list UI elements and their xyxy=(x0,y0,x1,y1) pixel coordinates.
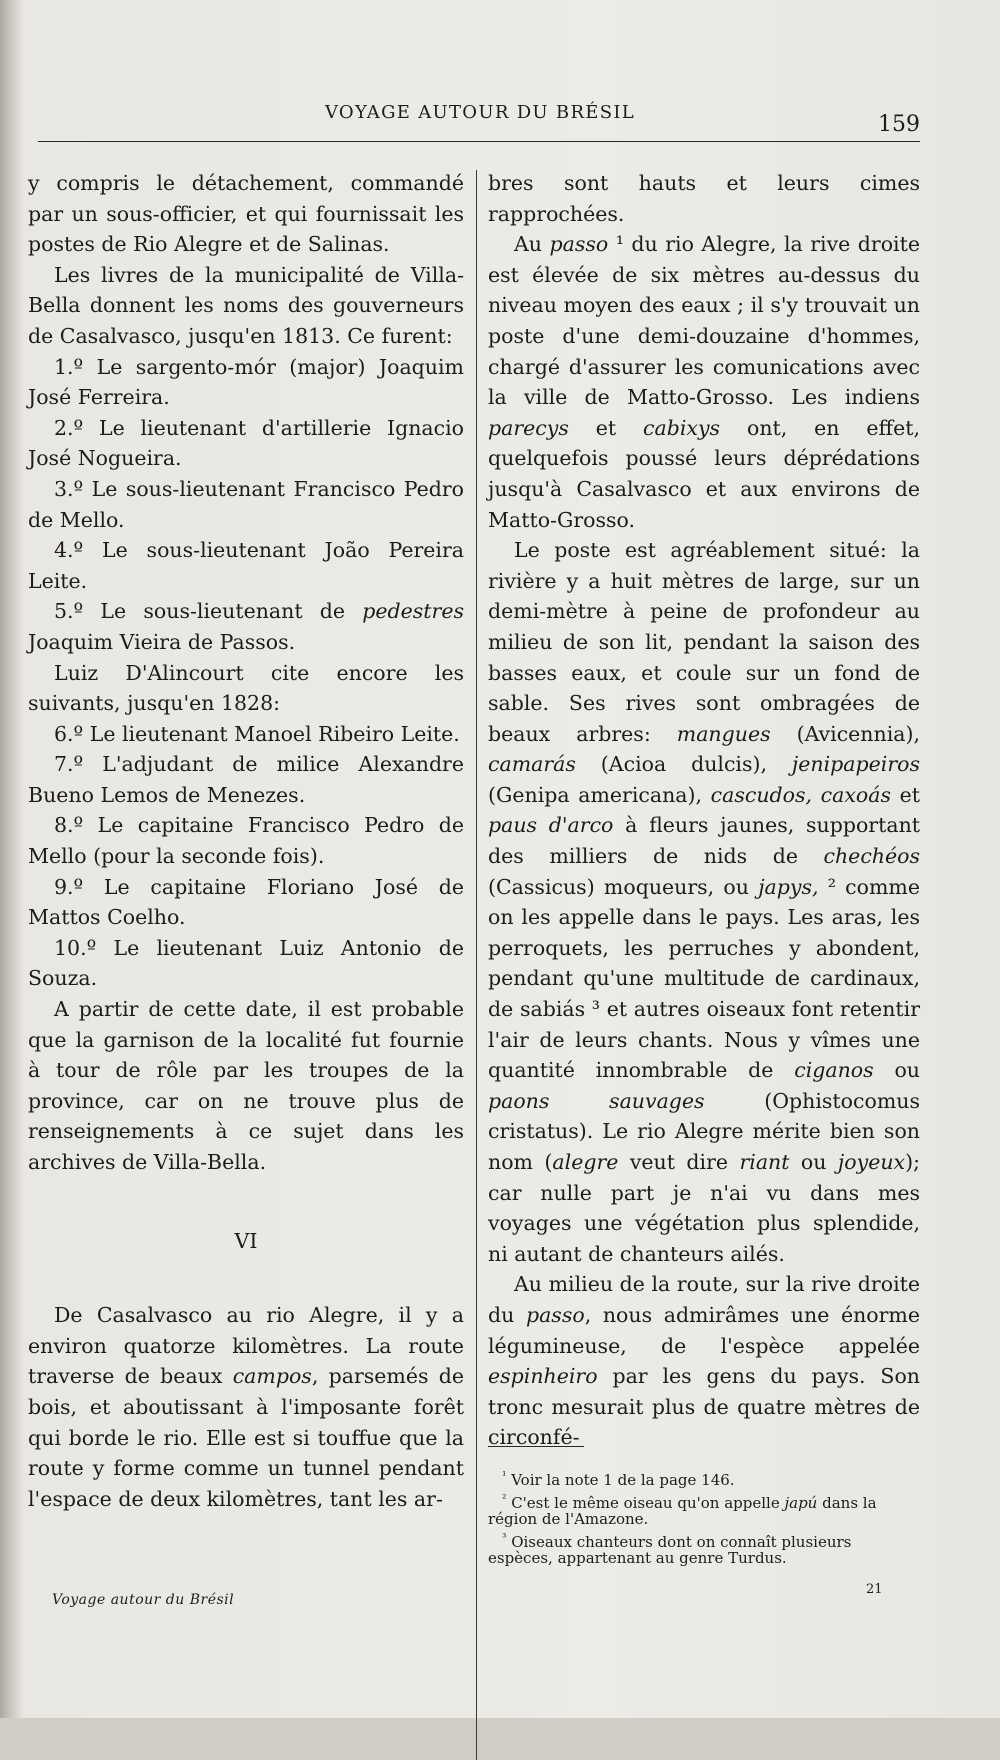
governor-item: 8.º Le capitaine Francisco Pedro de Mello (pour la seconde fois). xyxy=(28,813,464,869)
footnote-marker: ³ xyxy=(502,1530,507,1544)
text-run: et xyxy=(568,415,644,440)
governor-item: 7.º L'adjudant de milice Alexandre Bueno Lemos de Menezes. xyxy=(28,752,464,807)
paragraph xyxy=(28,1300,464,1514)
text-run: Joaquim Vieira de Passos. xyxy=(28,629,296,654)
text-run: De Casalvasco au rio Alegre, il y a environ quatorze kilomètres. La route traverse de beaux xyxy=(28,1303,464,1389)
header-rule xyxy=(38,141,920,142)
text-run: (Acioa dulcis), xyxy=(575,752,792,777)
text-run: 5.º Le sous-lieutenant de xyxy=(54,599,363,624)
italic-run: espinheiro xyxy=(488,1364,598,1389)
footnote xyxy=(488,1530,920,1567)
text-run: (Avicennia), xyxy=(770,721,921,746)
paragraph: y compris le détachement, commandé par un sous-officier, et qui fournissait les postes de Rio Alegre et de Salinas. xyxy=(28,171,464,257)
paragraph: bres sont hauts et leurs cimes rapprochées. xyxy=(488,171,920,226)
text-run: , parsemés de bois, et aboutissant à l'imposante forêt qui borde le rio. Elle est si touffue que la route y forme comme un tunnel pendant l'espace de deux kilomètres, tant les ar- xyxy=(28,1364,464,1511)
text-run: Au xyxy=(514,232,550,257)
governor-item xyxy=(28,596,464,657)
footnote-rule xyxy=(488,1446,584,1447)
footnote-text: Voir la note 1 de la page 146. xyxy=(511,1471,735,1489)
text-run: et xyxy=(891,782,920,807)
italic-run: pedestres xyxy=(362,599,464,624)
governor-item: 4.º Le sous-lieutenant João Pereira Leite. xyxy=(28,538,464,593)
section-heading: VI xyxy=(234,1228,258,1253)
paragraph xyxy=(488,1269,920,1453)
footer-book-title: Voyage autour du Brésil xyxy=(52,1592,235,1608)
italic-run: japys, xyxy=(758,874,819,899)
right-column xyxy=(488,168,920,1453)
footnote-text: dans la région de l'Amazone. xyxy=(488,1493,877,1528)
footnotes xyxy=(488,1468,920,1569)
italic-run: cabixys xyxy=(643,415,721,440)
governor-item: 9.º Le capitaine Floriano José de Mattos Coelho. xyxy=(28,874,464,930)
text-run: (Ophistocomus cristatus). Le rio Alegre mérite bien son nom ( xyxy=(488,1088,920,1174)
text-run: ); car nulle part je n'ai vu dans mes voyages une végétation plus splendide, ni autant de chanteurs ailés. xyxy=(488,1150,921,1266)
text-run: , nous admirâmes une énorme légumineuse, de l'espèce appelée xyxy=(488,1302,920,1358)
governor-item: 10.º Le lieutenant Luiz Antonio de Souza. xyxy=(28,935,464,991)
footnote-text: Oiseaux chanteurs dont on connaît plusieurs espèces, appartenant au genre Turdus. xyxy=(488,1532,852,1567)
text-run: ont, en effet, quelquefois poussé leurs déprédations jusqu'à Casalvasco et aux environs de Matto-Grosso. xyxy=(488,415,920,532)
text-run: à fleurs jaunes, supportant des milliers de nids de xyxy=(488,813,921,869)
text-run: ou xyxy=(873,1058,920,1083)
italic-run: paus d'arco xyxy=(488,813,614,838)
italic-run: camarás xyxy=(488,752,576,777)
governor-item: 3.º Le sous-lieutenant Francisco Pedro de Mello. xyxy=(28,476,464,532)
left-column xyxy=(28,168,464,1514)
governor-item: 6.º Le lieutenant Manoel Ribeiro Leite. xyxy=(54,721,460,746)
italic-run: ciganos xyxy=(794,1058,874,1083)
italic-run: paons sauvages xyxy=(488,1088,705,1113)
italic-run: parecys xyxy=(488,415,569,440)
paragraph xyxy=(488,535,920,1269)
footnote-marker: ¹ xyxy=(502,1469,507,1482)
italic-run: passo xyxy=(525,1302,585,1327)
italic-run: riant xyxy=(739,1150,790,1174)
italic-run: cascudos, caxoás xyxy=(710,782,892,807)
italic-run: alegre xyxy=(552,1150,619,1174)
text-run: ¹ du rio Alegre, la rive droite est élevée de six mètres au-dessus du niveau moyen des eaux ; il s'y trouvait un poste d'une demi-douzaine d'hommes, chargé d'assurer les comunications avec la ville de Matto-Grosso. Les indiens xyxy=(488,232,920,410)
italic-run: campos xyxy=(232,1364,312,1389)
paragraph: Les livres de la municipalité de Villa-Bella donnent les noms des gouverneurs de Casalvasco, jusqu'en 1813. Ce furent: xyxy=(28,262,464,348)
italic-run: japú xyxy=(784,1493,818,1512)
text-run: Le poste est agréablement situé: la rivière y a huit mètres de large, sur un demi-mètre à peine de profondeur au milieu de son lit, pendant la saison des basses eaux, et coule sur un fond de sable. Ses rives sont ombragées de beaux arbres: xyxy=(488,538,920,746)
text-run: (Genipa americana), xyxy=(488,782,711,807)
governor-item: 2.º Le lieutenant d'artillerie Ignacio José Nogueira. xyxy=(28,415,464,471)
italic-run: passo xyxy=(549,232,609,257)
italic-run: jenipapeiros xyxy=(791,752,920,777)
text-run: veut dire xyxy=(618,1150,740,1174)
footnote xyxy=(488,1491,920,1528)
column-divider xyxy=(476,170,477,1760)
paragraph: Luiz D'Alincourt cite encore les suivants, jusqu'en 1828: xyxy=(28,660,464,716)
paragraph: A partir de cette date, il est probable que la garnison de la localité fut fournie à tour de rôle par les troupes de la province, car on ne trouve plus de renseignements à ce sujet dans les archives de Villa-Bella. xyxy=(28,997,464,1174)
paragraph xyxy=(488,229,920,535)
italic-run: chechéos xyxy=(823,844,920,869)
text-run: (Cassicus) moqueurs, ou xyxy=(488,874,759,899)
text-run: Au milieu de la route, sur la rive droite du xyxy=(488,1272,920,1327)
governor-item: 1.º Le sargento-mór (major) Joaquim José Ferreira. xyxy=(28,354,464,410)
text-run: ² comme on les appelle dans le pays. Les aras, les perroquets, les perruches y abondent, pendant qu'une multitude de cardinaux, de sabiás ³ et autres oiseaux font retentir l'air de leurs chants. Nous y vîmes une quantité innombrable de xyxy=(488,874,920,1083)
page-number: 159 xyxy=(878,112,920,137)
text-run: ou xyxy=(789,1150,838,1174)
text-run: par les gens du pays. Son tronc mesurait plus de quatre mètres de circonfé- xyxy=(488,1364,920,1450)
footnote xyxy=(488,1468,920,1489)
italic-run: joyeux xyxy=(837,1150,906,1174)
footnote-text: C'est le même oiseau qu'on appelle xyxy=(511,1493,785,1512)
footnote-marker: ² xyxy=(502,1491,507,1505)
italic-run: mangues xyxy=(676,721,771,746)
signature-mark: 21 xyxy=(866,1582,883,1597)
running-title: VOYAGE AUTOUR DU BRÉSIL xyxy=(324,102,636,123)
